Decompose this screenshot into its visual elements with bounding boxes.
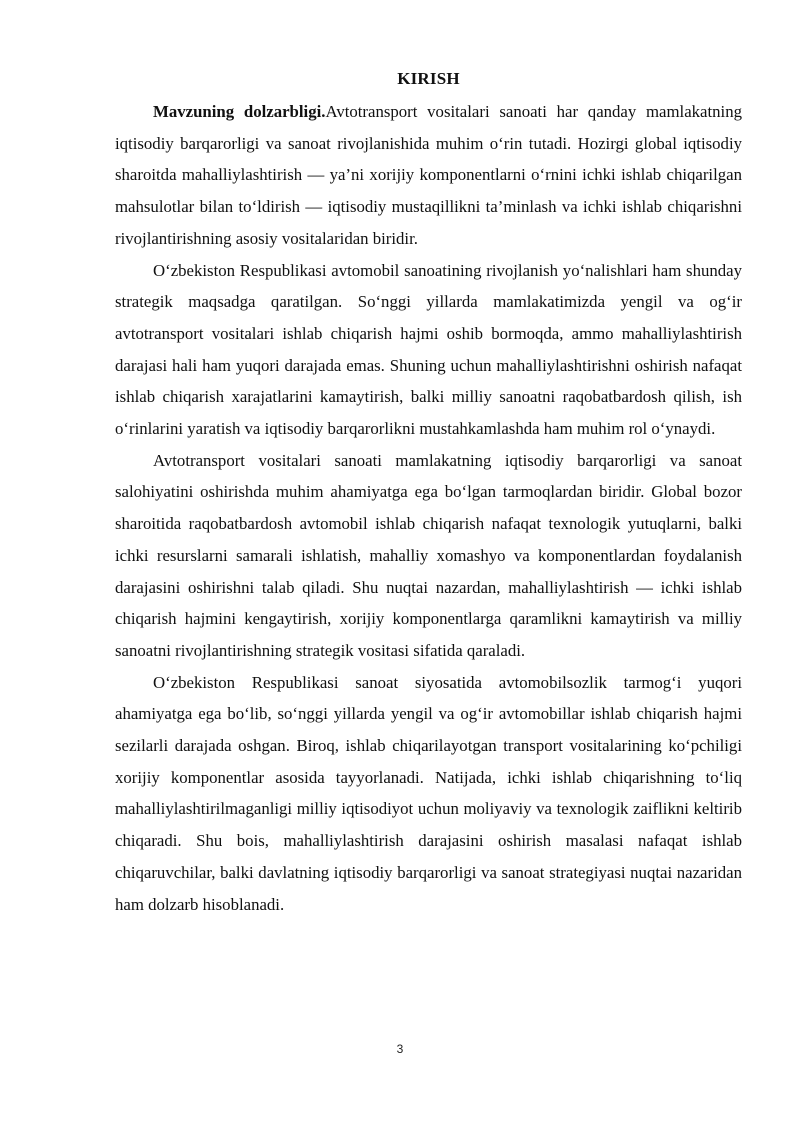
body-paragraph-2: Avtotransport vositalari sanoati mamlakatning iqtisodiy barqarorligi va sanoat salohiyatini oshirishda muhim ahamiyatga ega bo‘lgan tarmoqlardan biridir. Global bozor sharoitida raqobatbardosh avtomobil ishlab chiqarish nafaqat texnologik yutuqlarni, balki ichki resurslarni samarali ishlatish, mahalliy xomashyo va komponentlardan foydalanish darajasini oshirishni talab qiladi. Shu nuqtai nazardan, mahalliylashtirish — ichki ishlab chiqarish hajmini kengaytirish, xorijiy komponentlarga qaramlikni kamaytirish va milliy sanoatni rivojlantirishning strategik vositasi sifatida qaraladi.: [115, 450, 742, 660]
intro-paragraph: [115, 96, 742, 255]
page-content: [115, 68, 742, 920]
intro-text: Avtotransport vositalari sanoati har qanday mamlakatning iqtisodiy barqarorligi va sanoat rivojlanishida muhim o‘rin tutadi. Hozirgi global iqtisodiy sharoitda mahalliylashtirish — ya’ni xorijiy komponentlarni o‘rnini ichki ishlab chiqarilgan mahsulotlar bilan to‘ldirish — iqtisodiy mustaqillikni ta’minlash va ichki ishlab chiqarishni rivojlantirishning asosiy vositalaridan biridir.: [115, 102, 742, 248]
page-number: 3: [396, 1042, 404, 1056]
section-heading: KIRISH: [397, 69, 460, 88]
intro-lead: Mavzuning dolzarbligi.: [153, 102, 326, 121]
body-paragraph-1: O‘zbekiston Respublikasi avtomobil sanoatining rivojlanish yo‘nalishlari ham shunday strategik maqsadga qaratilgan. So‘nggi yillarda mamlakatimizda yengil va og‘ir avtotransport vositalari ishlab chiqarish hajmi oshib bormoqda, ammo mahalliylashtirish darajasi hali ham yuqori darajada emas. Shuning uchun mahalliylashtirishni oshirish nafaqat ishlab chiqarish xarajatlarini kamaytirish, balki milliy sanoatni raqobatbardosh qilish, ish o‘rinlarini yaratish va iqtisodiy barqarorlikni mustahkamlashda ham muhim rol o‘ynaydi.: [115, 260, 742, 439]
body-paragraph-3: O‘zbekiston Respublikasi sanoat siyosatida avtomobilsozlik tarmog‘i yuqori ahamiyatga ega bo‘lib, so‘nggi yillarda yengil va og‘ir avtomobillar ishlab chiqarish hajmi sezilarli darajada oshgan. Biroq, ishlab chiqarilayotgan transport vositalarining ko‘pchiligi xorijiy komponentlar asosida tayyorlanadi. Natijada, ichki ishlab chiqarishning to‘liq mahalliylashtirilmaganligi milliy iqtisodiyot uchun moliyaviy va texnologik zaiflikni keltirib chiqaradi. Shu bois, mahalliylashtirish darajasini oshirish masalasi nafaqat ishlab chiqaruvchilar, balki davlatning iqtisodiy barqarorligi va sanoat strategiyasi nuqtai nazaridan ham dolzarb hisoblanadi.: [115, 672, 742, 914]
